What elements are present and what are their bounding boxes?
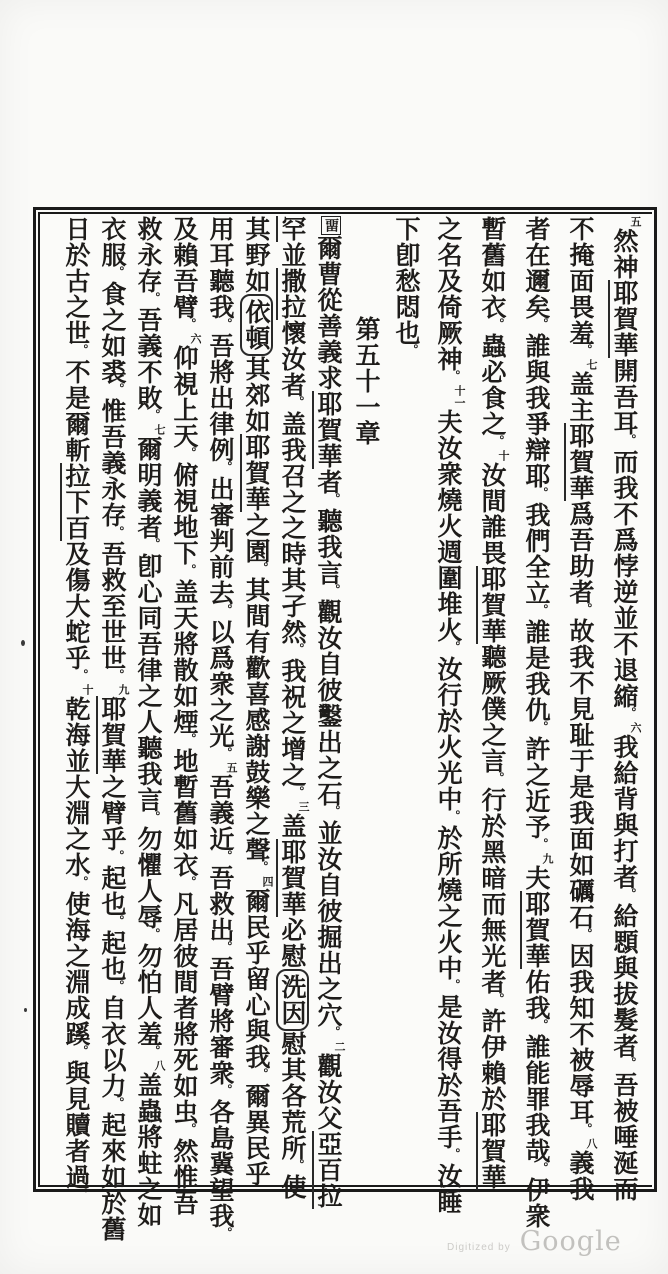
text-column-5 — [426, 216, 470, 1215]
boxed-name: 依頓 — [240, 294, 273, 356]
ideographic-period: 。 — [111, 526, 125, 539]
ideographic-period: 。 — [111, 669, 125, 682]
text-column-14 — [94, 216, 130, 1242]
proper-noun-marked: 耶賀華 — [242, 434, 271, 512]
google-watermark — [447, 1226, 622, 1257]
text-column-2 — [558, 216, 602, 1202]
text-run: 救永存。吾義不敗。 — [134, 216, 163, 422]
proper-noun-marked: 罕 — [278, 216, 307, 242]
ideographic-period: 。 — [147, 538, 161, 551]
text-run: 之臂乎。起也。起也。自衣以力。起來如於舊 — [98, 774, 127, 1242]
text-run: 爲吾助者。故我不見耻于是我面如礪石。因我知不被辱耳。 — [566, 501, 595, 1136]
ideographic-period: 。 — [183, 1123, 197, 1136]
proper-noun-marked: 耶賀華 — [566, 423, 595, 501]
text-column-1 — [602, 216, 646, 1202]
text-run: 衣服。食之如裘。惟吾義永存。吾救至世世。 — [98, 216, 127, 682]
verse-number: 九 — [541, 853, 554, 865]
ideographic-period: 。 — [579, 344, 593, 357]
ideographic-period: 。 — [183, 876, 197, 889]
proper-noun-marked: 亞百拉 — [314, 1131, 343, 1209]
ideographic-period: 。 — [535, 1019, 549, 1032]
text-run: 者。聽我言。觀汝自彼鑿出之石。並汝自彼掘出之穴。 — [314, 469, 343, 1039]
text-run: 佑我。誰能罪我哉。伊衆 — [522, 969, 551, 1229]
ideographic-period: 。 — [147, 1045, 161, 1058]
ideographic-period: 。 — [75, 876, 89, 889]
text-run: 盖主 — [566, 371, 595, 423]
ideographic-period: 。 — [447, 1148, 461, 1161]
ideographic-period: 。 — [579, 928, 593, 941]
verse-number: 十一 — [453, 385, 466, 409]
verse-number: 二 — [333, 1041, 346, 1053]
verse-number: 九 — [117, 684, 130, 696]
ideographic-period: 。 — [623, 707, 637, 720]
ideographic-period: 。 — [535, 721, 549, 734]
text-run: 其野如 — [242, 216, 271, 294]
ideographic-period: 。 — [291, 786, 305, 799]
text-run: 吾義近。吾救出。吾臂將審衆。各島冀望我。 — [206, 774, 235, 1240]
text-run: 日於古之世。不是爾斬 — [62, 216, 91, 463]
verse-number: 四 — [261, 876, 274, 888]
ideographic-period: 。 — [535, 838, 549, 851]
ideographic-period: 。 — [447, 641, 461, 654]
verse-number: 十 — [81, 684, 94, 696]
ideographic-period: 。 — [219, 318, 233, 331]
ideographic-period: 。 — [111, 383, 125, 396]
proper-noun-marked: 耶賀華 — [610, 280, 639, 358]
scan-speck — [24, 1008, 27, 1012]
ideographic-period: 。 — [111, 980, 125, 993]
ideographic-period: 。 — [327, 805, 341, 818]
verse-number: 十 — [497, 450, 510, 462]
text-run: 之名及倚厥神。 — [434, 216, 463, 383]
ideographic-period: 。 — [111, 1097, 125, 1110]
verse-number: 八 — [585, 1138, 598, 1150]
watermark-prefix: Digitized by — [447, 1242, 511, 1253]
proper-noun-marked: 耶賀華 — [478, 566, 507, 644]
text-column-3 — [514, 216, 558, 1229]
ideographic-period: 。 — [535, 604, 549, 617]
google-logo: Google — [519, 1226, 622, 1257]
verse-number: 五 — [629, 216, 642, 228]
verse-number: 三 — [297, 801, 310, 813]
text-run: 爾明義者。卽心同吾律之人聽我言。勿懼人辱。勿怕人羞。 — [134, 436, 163, 1058]
ideographic-period: 。 — [219, 941, 233, 954]
text-run: 其郊如 — [242, 356, 271, 434]
text-run: 觀汝父 — [314, 1053, 343, 1131]
text-column-11 — [202, 216, 238, 1240]
ideographic-period: 。 — [491, 318, 505, 331]
ideographic-period: 。 — [491, 772, 505, 785]
text-run: 及傷大蛇乎。 — [62, 541, 91, 682]
ideographic-period: 。 — [111, 850, 125, 863]
text-run: 之園。其間有歡喜感謝鼓樂之聲。 — [242, 512, 271, 874]
ideographic-period: 。 — [183, 564, 197, 577]
ideographic-period: 。 — [111, 266, 125, 279]
ideographic-period: 。 — [623, 1057, 637, 1070]
text-run: 懷汝者。盖我召之之時其孑然。我祝之增之。 — [278, 320, 307, 799]
ideographic-period: 。 — [255, 562, 269, 575]
ideographic-period: 。 — [147, 409, 161, 422]
ideographic-period: 。 — [255, 861, 269, 874]
text-run: 用耳聽我。吾將出律例。出審判前去。以爲衆之光。 — [206, 216, 235, 760]
ideographic-period: 。 — [75, 344, 89, 357]
proper-noun-marked: 撒拉 — [278, 268, 307, 320]
proper-noun-marked: 拉下百 — [62, 463, 91, 541]
text-run: 乾海並大淵之水。使海之淵成蹊。與見贖者過。 — [62, 696, 91, 1201]
ideographic-period: 。 — [219, 747, 233, 760]
text-run: 聽厥僕之言。行於黑暗而無光者。許伊賴於 — [478, 644, 507, 1112]
verse-number: 七 — [585, 359, 598, 371]
ideographic-period: 。 — [447, 370, 461, 383]
ideographic-period: 。 — [183, 447, 197, 460]
proper-noun-marked: 耶賀華 — [98, 696, 127, 774]
chapter-heading — [346, 216, 386, 1183]
ideographic-period: 。 — [447, 979, 461, 992]
text-run: 義我 — [566, 1150, 595, 1202]
small-annotation: 畱 — [323, 218, 339, 233]
ideographic-period: 。 — [255, 1068, 269, 1081]
ideographic-period: 。 — [147, 811, 161, 824]
text-run: 盖蟲將蛀之如 — [134, 1072, 163, 1228]
ideographic-period: 。 — [291, 396, 305, 409]
text-run: 及賴吾臂。 — [170, 216, 199, 331]
ideographic-period: 。 — [111, 915, 125, 928]
scan-speck — [21, 640, 25, 646]
text-run: 爾民乎留心與我。爾異民乎 — [242, 888, 271, 1187]
ideographic-period: 。 — [219, 604, 233, 617]
ideographic-period: 。 — [327, 493, 341, 506]
text-column-8 — [310, 216, 346, 1209]
proper-noun-marked: 耶賀華 — [478, 1112, 507, 1190]
ideographic-period: 。 — [219, 1084, 233, 1097]
text-column-4 — [470, 216, 514, 1190]
text-column-12 — [166, 216, 202, 1216]
text-run: 開吾耳。而我不爲悖逆並不退縮。 — [610, 358, 639, 720]
text-run: 盖 — [278, 813, 307, 839]
text-run: 並 — [278, 242, 307, 268]
ideographic-period: 。 — [183, 318, 197, 331]
ideographic-period: 。 — [327, 584, 341, 597]
ideographic-period: 。 — [535, 318, 549, 331]
ideographic-period: 。 — [579, 1123, 593, 1136]
ideographic-period: 。 — [623, 434, 637, 447]
text-run: 第五十一章 — [352, 316, 381, 446]
ideographic-period: 。 — [147, 928, 161, 941]
verse-number: 八 — [153, 1060, 166, 1072]
ideographic-period: 。 — [491, 435, 505, 448]
ideographic-period: 。 — [219, 850, 233, 863]
text-run: 然神 — [610, 228, 639, 280]
text-column-15 — [58, 216, 94, 1201]
ideographic-period: 。 — [623, 888, 637, 901]
ideographic-period: 。 — [219, 461, 233, 474]
ideographic-period: 。 — [291, 643, 305, 656]
text-run: 必慰 — [278, 917, 307, 969]
text-column-9 — [274, 216, 310, 1200]
ideographic-period: 。 — [535, 1162, 549, 1175]
ideographic-period: 。 — [535, 487, 549, 500]
verse-number: 六 — [629, 722, 642, 734]
proper-noun-marked: 耶賀華 — [522, 891, 551, 969]
text-column-6 — [386, 216, 426, 1183]
ideographic-period: 。 — [219, 1227, 233, 1240]
text-run: 仰視上天。俯視地下。盖天將散如煙。地暫舊如衣。凡居彼間者將死如虫。然惟吾 — [170, 345, 199, 1216]
boxed-name: 洗因 — [276, 969, 309, 1031]
ideographic-period: 。 — [183, 733, 197, 746]
proper-noun-marked: 耶賀華 — [278, 839, 307, 917]
verse-number: 六 — [189, 333, 202, 345]
ideographic-period: 。 — [327, 1026, 341, 1039]
text-column-10 — [238, 216, 274, 1187]
text-run: 慰其各荒所。使 — [278, 1031, 307, 1200]
text-run: 我給背與打者。給顋與拔髮者。吾被唾涎而 — [610, 734, 639, 1202]
ideographic-period: 。 — [447, 810, 461, 823]
text-run: 夫 — [522, 865, 551, 891]
text-run: 不掩面畏羞。 — [566, 216, 595, 357]
ideographic-period: 。 — [579, 603, 593, 616]
text-run: 下卽愁悶也。 — [392, 216, 421, 357]
text-run: 夫汝衆燒火週圍堆火。汝行於火光中。於所燒之火中。是汝得於吾手。汝睡 — [434, 409, 463, 1215]
verse-number: 七 — [153, 424, 166, 436]
ideographic-period: 。 — [291, 1159, 305, 1172]
ideographic-period: 。 — [75, 1188, 89, 1201]
ideographic-period: 。 — [147, 292, 161, 305]
text-column-13 — [130, 216, 166, 1228]
verse-number: 五 — [225, 762, 238, 774]
proper-noun-marked: 耶賀華 — [314, 391, 343, 469]
text-run: 暫舊如衣。蟲必食之。 — [478, 216, 507, 448]
ideographic-period: 。 — [75, 1045, 89, 1058]
text-run: 汝間誰畏 — [478, 462, 507, 566]
text-run: 者在邇矣。誰與我爭辯耶。我們全立。誰是我仇。許之近予。 — [522, 216, 551, 851]
text-run: 爾曹從善義求 — [314, 235, 343, 391]
ideographic-period: 。 — [75, 669, 89, 682]
ideographic-period: 。 — [405, 344, 419, 357]
ideographic-period: 。 — [491, 993, 505, 1006]
